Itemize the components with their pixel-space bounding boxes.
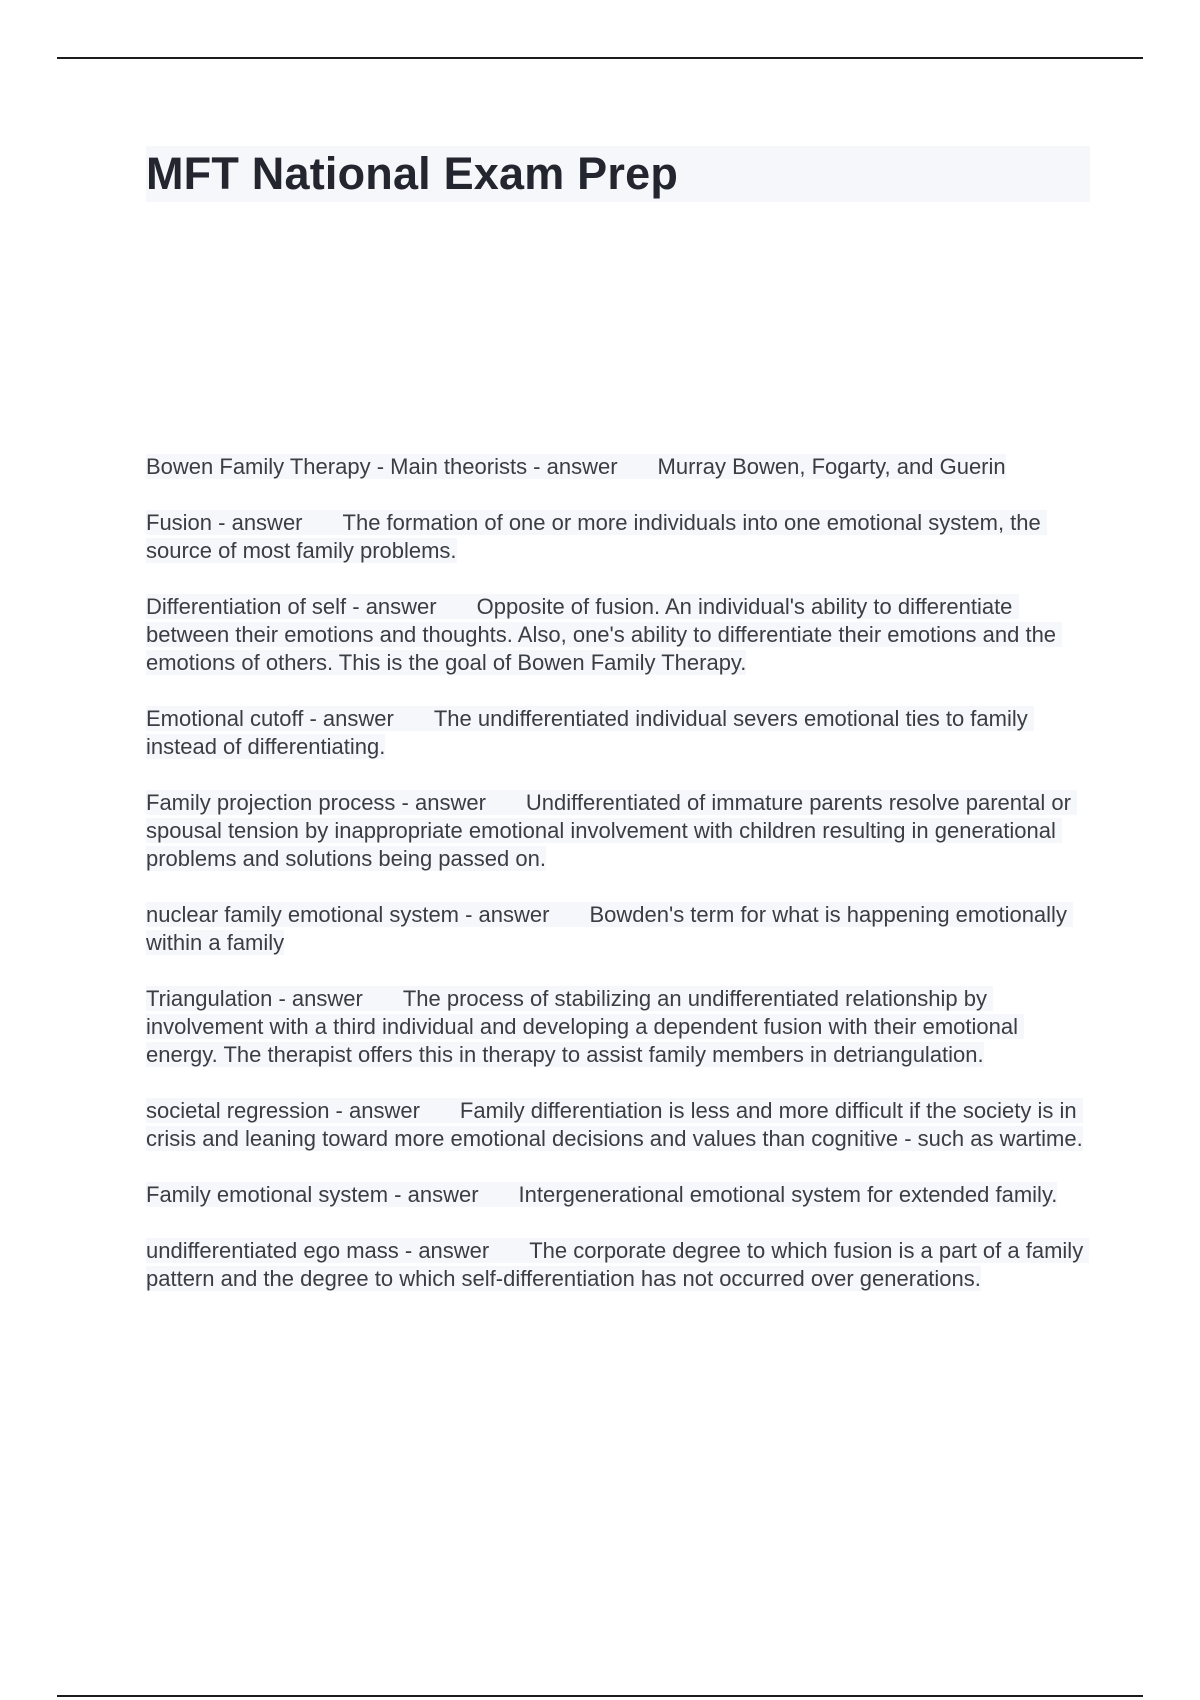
flashcard xyxy=(146,593,1090,677)
flashcard-term: Bowen Family Therapy - Main theorists - answer xyxy=(146,454,618,479)
flashcard xyxy=(146,901,1090,957)
flashcard-definition: Murray Bowen, Fogarty, and Guerin xyxy=(657,454,1006,479)
flashcard-term: Triangulation - answer xyxy=(146,986,363,1011)
flashcard-term: nuclear family emotional system - answer xyxy=(146,902,550,927)
flashcard-definition: Undifferentiated of immature parents resolve parental or spousal tension by inappropriate emotional involvement with children resulting in generational problems and solutions being passed on. xyxy=(146,790,1078,871)
flashcard xyxy=(146,509,1090,565)
page-title: MFT National Exam Prep xyxy=(146,148,679,199)
flashcard-term: Emotional cutoff - answer xyxy=(146,706,394,731)
flashcard-term: Family emotional system - answer xyxy=(146,1182,479,1207)
flashcard-term: societal regression - answer xyxy=(146,1098,420,1123)
flashcard xyxy=(146,1181,1090,1209)
flashcard xyxy=(146,705,1090,761)
flashcard xyxy=(146,789,1090,873)
flashcard-definition: Intergenerational emotional system for extended family. xyxy=(518,1182,1058,1207)
flashcard-term: Family projection process - answer xyxy=(146,790,486,815)
flashcard-definition: Opposite of fusion. An individual's ability to differentiate between their emotions and thoughts. Also, one's ability to differentiate their emotions and the emotions of others. This is the goal of Bowen Family Therapy. xyxy=(146,594,1063,675)
flashcard-term: Fusion - answer xyxy=(146,510,303,535)
top-rule xyxy=(57,57,1143,59)
flashcard xyxy=(146,1237,1090,1293)
flashcard-definition: The process of stabilizing an undifferentiated relationship by involvement with a third individual and developing a dependent fusion with their emotional energy. The therapist offers this in therapy to assist family members in detriangulation. xyxy=(146,986,1025,1067)
flashcard-definition: The undifferentiated individual severs emotional ties to family instead of differentiating. xyxy=(146,706,1034,759)
flashcard xyxy=(146,1097,1090,1153)
flashcard-definition: Family differentiation is less and more difficult if the society is in crisis and leaning toward more emotional decisions and values than cognitive - such as wartime. xyxy=(146,1098,1083,1151)
flashcard xyxy=(146,985,1090,1069)
flashcard-definition: Bowden's term for what is happening emotionally within a family xyxy=(146,902,1074,955)
flashcard-list xyxy=(146,453,1090,1321)
flashcard-term: Differentiation of self - answer xyxy=(146,594,437,619)
flashcard-definition: The corporate degree to which fusion is a part of a family pattern and the degree to which self-differentiation has not occurred over generations. xyxy=(146,1238,1090,1291)
bottom-rule xyxy=(57,1695,1143,1697)
flashcard-definition: The formation of one or more individuals into one emotional system, the source of most family problems. xyxy=(146,510,1047,563)
flashcard xyxy=(146,453,1090,481)
flashcard-term: undifferentiated ego mass - answer xyxy=(146,1238,490,1263)
